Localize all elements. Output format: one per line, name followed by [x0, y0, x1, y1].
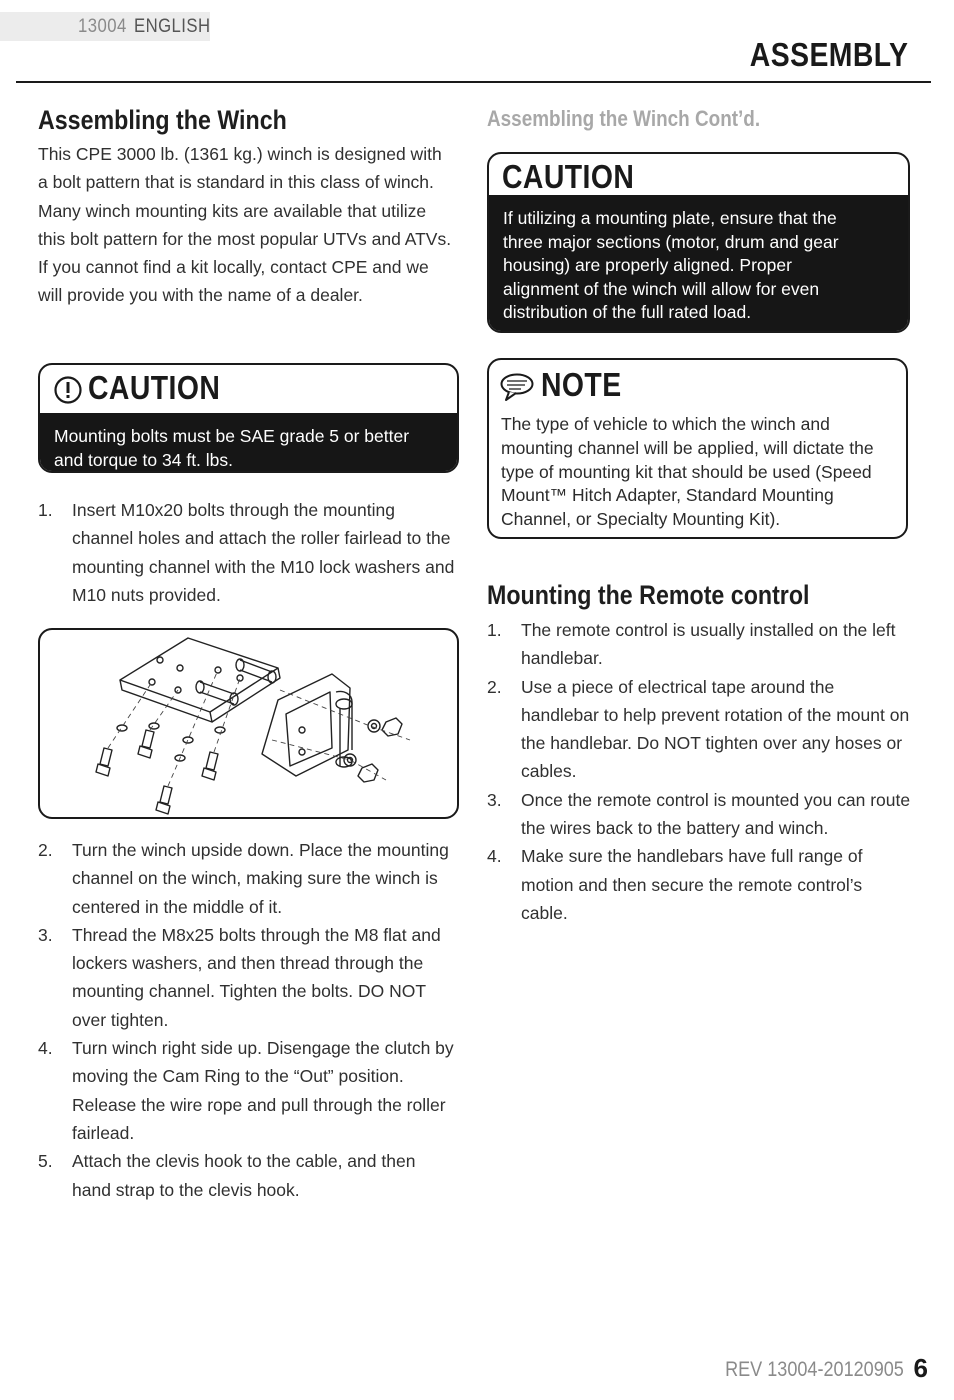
step-number: 2. [38, 840, 53, 860]
list-item [38, 836, 458, 921]
document-number: 13004 [78, 16, 127, 37]
step-text: Use a piece of electrical tape around the handlebar to help prevent rotation of the mount on the handlebar. Do NOT tighten over any hoses or cables. [521, 676, 910, 782]
caution-title: CAUTION [502, 158, 635, 195]
list-item [38, 496, 458, 609]
caution-box-left [38, 363, 459, 473]
step-number: 2. [487, 676, 502, 697]
speech-bubble-icon [499, 372, 535, 407]
assembling-winch-heading: Assembling the Winch [38, 105, 287, 135]
step-text: Attach the clevis hook to the cable, and then hand strap to the clevis hook. [72, 1151, 416, 1200]
intro-paragraph: This CPE 3000 lb. (1361 kg.) winch is designed with a bolt pattern that is standard in this class of winch. Many winch mounting kits are available that utilize this bolt pattern for the most popular UTVs and ATVs. If you cannot find a kit locally, contact CPE and we will provide you with the name of a dealer. [38, 144, 452, 306]
note-title: NOTE [541, 366, 622, 403]
step-text: Once the remote control is mounted you can route the wires back to the battery and winch. [521, 789, 911, 839]
mounting-channel-illustration [38, 628, 459, 819]
step-number: 1. [487, 620, 502, 640]
step-number: 4. [487, 846, 502, 867]
list-item [487, 673, 912, 786]
list-item [487, 616, 912, 673]
revision-label: REV 13004-20120905 [725, 1358, 904, 1381]
step-number: 3. [38, 924, 53, 945]
exclamation-circle-icon [53, 375, 83, 410]
list-item [38, 1034, 458, 1147]
header-divider [16, 81, 931, 83]
continued-heading: Assembling the Winch Cont’d. [487, 106, 761, 131]
steps-list-b [38, 836, 458, 1204]
note-text: The type of vehicle to which the winch and mounting channel will be applied, will dictate the type of mounting kit that should be used (Speed Mount™ Hitch Adapter, Standard Mounting Channel, or Specialty Mounting Kit). [501, 414, 874, 530]
step-text: Insert M10x20 bolts through the mounting channel holes and attach the roller fairlead to the mounting channel with the M10 lock washers and M10 nuts provided. [72, 500, 455, 605]
page-number: 6 [913, 1353, 928, 1383]
section-title: ASSEMBLY [749, 36, 908, 73]
remote-steps-list [487, 616, 912, 927]
caution-text: Mounting bolts must be SAE grade 5 or better and torque to 34 ft. lbs. [40, 413, 457, 471]
steps-list-a [38, 496, 458, 609]
caution-title: CAUTION [88, 369, 221, 406]
step-number: 1. [38, 500, 53, 520]
step-text: Thread the M8x25 bolts through the M8 flat and lockers washers, and then thread through the mounting channel. Tighten the bolts. DO NOT over tighten. [72, 924, 441, 1030]
step-number: 4. [38, 1038, 53, 1059]
list-item [38, 1147, 458, 1204]
step-text: Turn the winch upside down. Place the mounting channel on the winch, making sure the winch is centered in the middle of it. [72, 840, 449, 917]
step-number: 3. [487, 789, 502, 810]
list-item [38, 921, 458, 1034]
note-box [487, 358, 908, 539]
caution-text: If utilizing a mounting plate, ensure that the three major sections (motor, drum and gear housing) are properly aligned. Proper alignment of the winch will allow for even distribution of the full rated load. [489, 195, 908, 331]
list-item [487, 842, 912, 927]
remote-control-heading: Mounting the Remote control [487, 580, 810, 610]
step-number: 5. [38, 1151, 53, 1172]
step-text: The remote control is usually installed on the left handlebar. [521, 620, 896, 669]
language-label: ENGLISH [134, 16, 211, 37]
list-item [487, 786, 912, 843]
exploded-parts-diagram [40, 630, 459, 819]
step-text: Turn winch right side up. Disengage the clutch by moving the Cam Ring to the “Out” position. Release the wire rope and pull through the roller fairlead. [72, 1038, 454, 1143]
step-text: Make sure the handlebars have full range of motion and then secure the remote control’s cable. [521, 846, 863, 923]
caution-box-right [487, 152, 910, 333]
